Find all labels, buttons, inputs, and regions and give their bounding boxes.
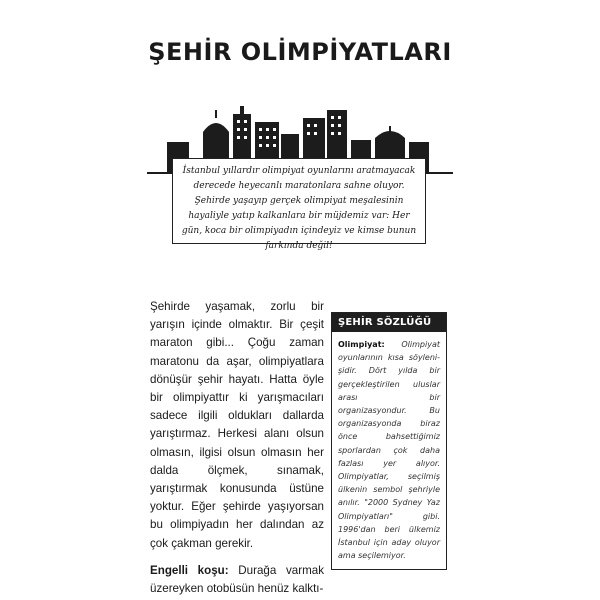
glossary-entry xyxy=(332,332,446,562)
article-paragraph-engelli-kosu xyxy=(150,562,324,598)
glossary-term: Olimpiyat: xyxy=(338,340,385,349)
section-lead-label: Engelli koşu: xyxy=(150,563,229,577)
glossary-header: ŞEHİR SÖZLÜĞÜ xyxy=(332,313,446,332)
glossary-sidebar xyxy=(331,312,447,570)
page-title: ŞEHİR OLİMPİYATLARI xyxy=(148,38,452,66)
intro-text: İstanbul yıllardır olimpiyat oyunlarını aratmayacak derecede heyecanlı maratonlara sahne oluyor. Şehirde yaşayıp gerçek olimpiyat meşalesinin hayaliyle yatıp kalkanlara bir müjdemiz var: Her gün, koca bir olimpiyadın içindeyiz ve kimse bunun farkında değil! xyxy=(181,166,417,251)
glossary-definition: Olimpiyat oyunlarının kısa söylenişidir. Dört yılda bir gerçekleştirilen uluslar arası bir organizasyondur. Bu organizasyonda biraz önce bahsettiğimiz sporlardan çok daha fazlası yer alıyor. Olimpiyatlar, seçilmiş ülkenin sembol şehriyle anılır. "2000 Sydney Yaz Olimpiyatları" gibi. 1996'dan beri ülkemiz İstanbul için aday oluyor ama seçilemiyor. xyxy=(338,340,440,561)
section-lead-text: Durağa varmak üzereyken otobüsün henüz kalktı- xyxy=(150,563,324,596)
intro-box xyxy=(172,158,426,251)
article-paragraph: Şehirde yaşamak, zorlu bir yarışın içinde olmaktır. Bir çeşit maraton gibi... Çoğu zaman maratonu da aşar, olimpiyatlara dönüşür şehir hayatı. Hatta öyle bir olimpiyattır ki yarışmacıları sadece ilgili oldukları dallarda yarıştırmaz. Herkesi alanı olsun olmasın, ilgisi olsun olmasın her dalda ölçmek, sınamak, yarıştırmak konusunda üstüne yoktur. Eğer şehirde yaşıyorsan bu olimpiyadın her dalından az çok çakman gerekir. xyxy=(150,300,324,550)
article-body xyxy=(150,298,324,598)
